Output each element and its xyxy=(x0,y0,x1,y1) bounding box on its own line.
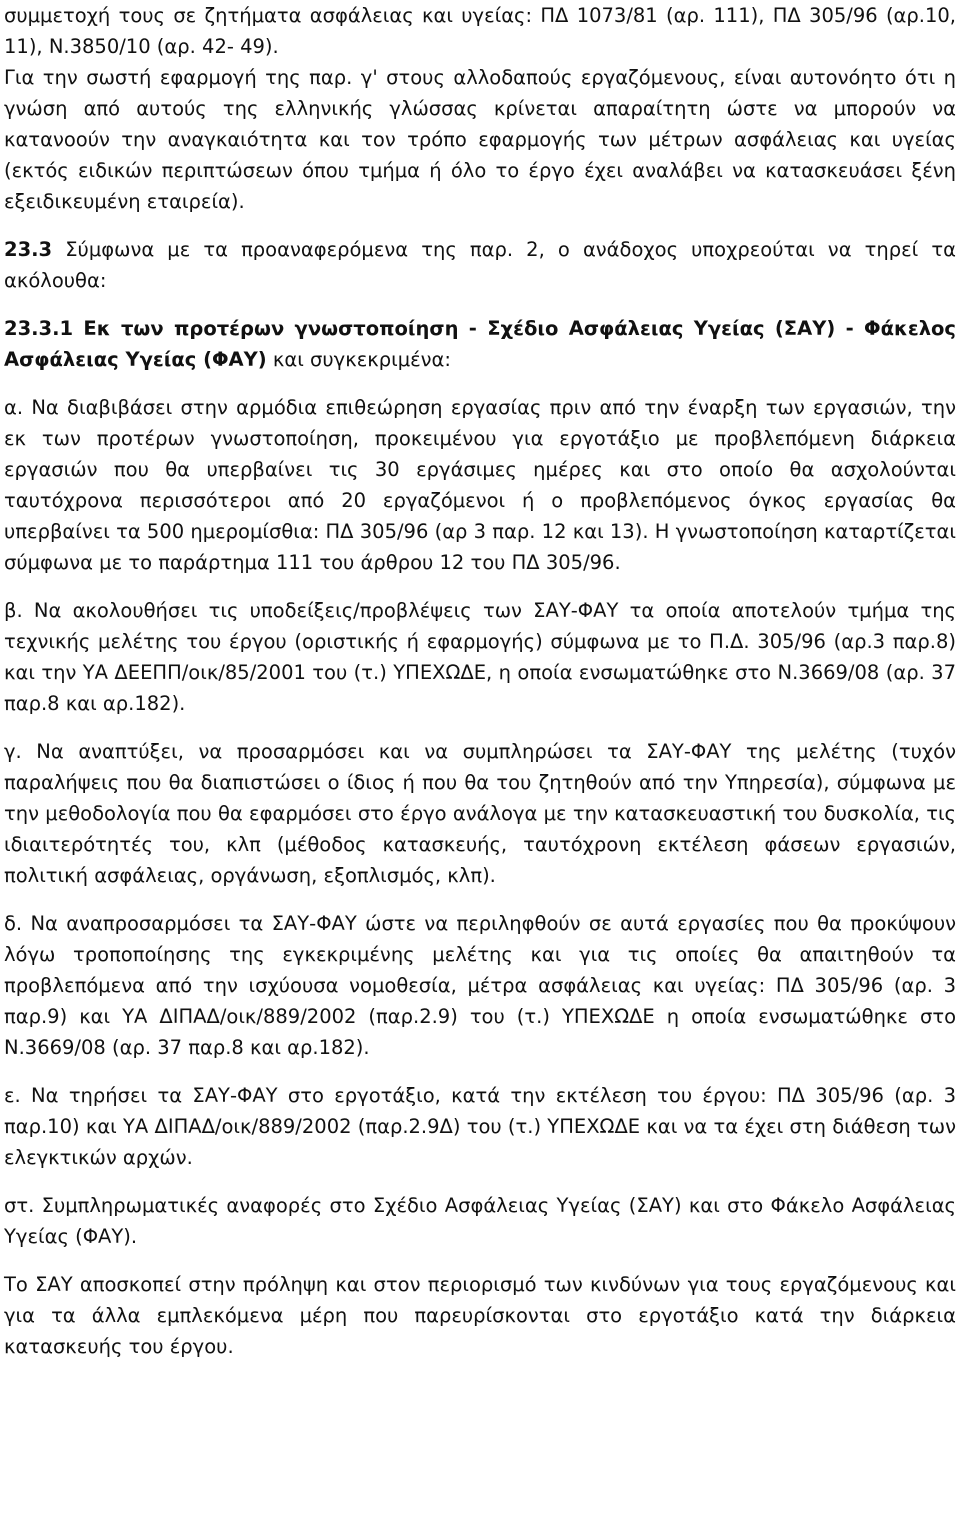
section-23-3-1-number: 23.3.1 xyxy=(4,317,74,340)
section-23-3-1-heading: Εκ των προτέρων γνωστοποίηση - Σχέδιο Ασφάλειας Υγείας (ΣΑΥ) - Φάκελος Ασφάλειας Υγείας (ΦΑΥ) xyxy=(4,317,956,371)
intro-paragraph-1: συμμετοχή τους σε ζητήματα ασφάλειας και υγείας: ΠΔ 1073/81 (αρ. 111), ΠΔ 305/96 (αρ.10, 11), Ν.3850/10 (αρ. 42- 49). xyxy=(4,4,956,58)
item-e: ε. Να τηρήσει τα ΣΑΥ-ΦΑΥ στο εργοτάξιο, κατά την εκτέλεση του έργου: ΠΔ 305/96 (αρ. 3 παρ.10) και ΥΑ ΔΙΠΑΔ/οικ/889/2002 (παρ.2.9Δ) του (τ.) ΥΠΕΧΩΔΕ και να τα έχει στη διάθεση των ελεγκτικών αρχών. xyxy=(4,1084,956,1169)
spacer xyxy=(4,375,956,392)
spacer xyxy=(4,1063,956,1080)
item-d: δ. Να αναπροσαρμόσει τα ΣΑΥ-ΦΑΥ ώστε να περιληφθούν σε αυτά εργασίες που θα προκύψουν λόγω τροποποίησης της εγκεκριμένης μελέτης και για τις οποίες θα απαιτηθούν τα προβλεπόμενα από την ισχύουσα νομοθεσία, μέτρα ασφάλειας και υγείας: ΠΔ 305/96 (αρ. 3 παρ.9) και ΥΑ ΔΙΠΑΔ/οικ/889/2002 (παρ.2.9) του (τ.) ΥΠΕΧΩΔΕ η οποία ενσωματώθηκε στο Ν.3669/08 (αρ. 37 παρ.8 και αρ.182). xyxy=(4,912,956,1059)
spacer xyxy=(4,1252,956,1269)
closing-paragraph: Το ΣΑΥ αποσκοπεί στην πρόληψη και στον περιορισμό των κινδύνων για τους εργαζόμενους και για τα άλλα εμπλεκόμενα μέρη που παρευρίσκονται στο εργοτάξιο κατά την διάρκεια κατασκευής του έργου. xyxy=(4,1273,956,1358)
spacer xyxy=(4,578,956,595)
document-page xyxy=(4,0,956,1362)
intro-paragraph-2: Για την σωστή εφαρμογή της παρ. γ' στους αλλοδαπούς εργαζόμενους, είναι αυτονόητο ότι η γνώση από αυτούς της ελληνικής γλώσσας κρίνεται απαραίτητη ώστε να μπορούν να κατανοούν την αναγκαιότητα και τον τρόπο εφαρμογής των μέτρων ασφάλειας και υγείας (εκτός ειδικών περιπτώσεων όπου τμήμα ή όλο το έργο έχει αναλάβει να κατασκευάσει ξένη εξειδικευμένη εταιρεία). xyxy=(4,66,956,213)
spacer xyxy=(4,217,956,234)
spacer xyxy=(4,891,956,908)
section-23-3-number: 23.3 xyxy=(4,238,53,261)
spacer xyxy=(4,1173,956,1190)
section-23-3-text: Σύμφωνα με τα προαναφερόμενα της παρ. 2, ο ανάδοχος υποχρεούται να τηρεί τα ακόλουθα: xyxy=(4,238,956,292)
section-23-3-1-tail: και συγκεκριμένα: xyxy=(266,348,451,371)
item-a: α. Να διαβιβάσει στην αρμόδια επιθεώρηση εργασίας πριν από την έναρξη των εργασιών, την εκ των προτέρων γνωστοποίηση, προκειμένου για εργοτάξιο με προβλεπόμενη διάρκεια εργασιών που θα υπερβαίνει τις 30 εργάσιμες ημέρες και στο οποίο θα ασχολούνται ταυτόχρονα περισσότεροι από 20 εργαζόμενοι ή ο προβλεπόμενος όγκος εργασίας θα υπερβαίνει τα 500 ημερομίσθια: ΠΔ 305/96 (αρ 3 παρ. 12 και 13). Η γνωστοποίηση καταρτίζεται σύμφωνα με το παράρτημα 111 του άρθρου 12 του ΠΔ 305/96. xyxy=(4,396,956,574)
item-st: στ. Συμπληρωματικές αναφορές στο Σχέδιο Ασφάλειας Υγείας (ΣΑΥ) και στο Φάκελο Ασφάλειας Υγείας (ΦΑΥ). xyxy=(4,1194,956,1248)
item-b: β. Να ακολουθήσει τις υποδείξεις/προβλέψεις των ΣΑΥ-ΦΑΥ τα οποία αποτελούν τμήμα της τεχνικής μελέτης του έργου (οριστικής ή εφαρμογής) σύμφωνα με το Π.Δ. 305/96 (αρ.3 παρ.8) και την ΥΑ ΔΕΕΠΠ/οικ/85/2001 του (τ.) ΥΠΕΧΩΔΕ, η οποία ενσωματώθηκε στο Ν.3669/08 (αρ. 37 παρ.8 και αρ.182). xyxy=(4,599,956,715)
item-c: γ. Να αναπτύξει, να προσαρμόσει και να συμπληρώσει τα ΣΑΥ-ΦΑΥ της μελέτης (τυχόν παραλήψεις που θα διαπιστώσει ο ίδιος ή που θα του ζητηθούν από την Υπηρεσία), σύμφωνα με την μεθοδολογία που θα εφαρμόσει στο έργο ανάλογα με την κατασκευαστική του δυσκολία, τις ιδιαιτερότητές του, κλπ (μέθοδος κατασκευής, ταυτόχρονη εκτέλεση φάσεων εργασιών, πολιτική ασφάλειας, οργάνωση, εξοπλισμός, κλπ). xyxy=(4,740,956,887)
section-23-3-1 xyxy=(4,313,956,375)
spacer xyxy=(4,296,956,313)
spacer xyxy=(4,719,956,736)
section-23-3 xyxy=(4,234,956,296)
